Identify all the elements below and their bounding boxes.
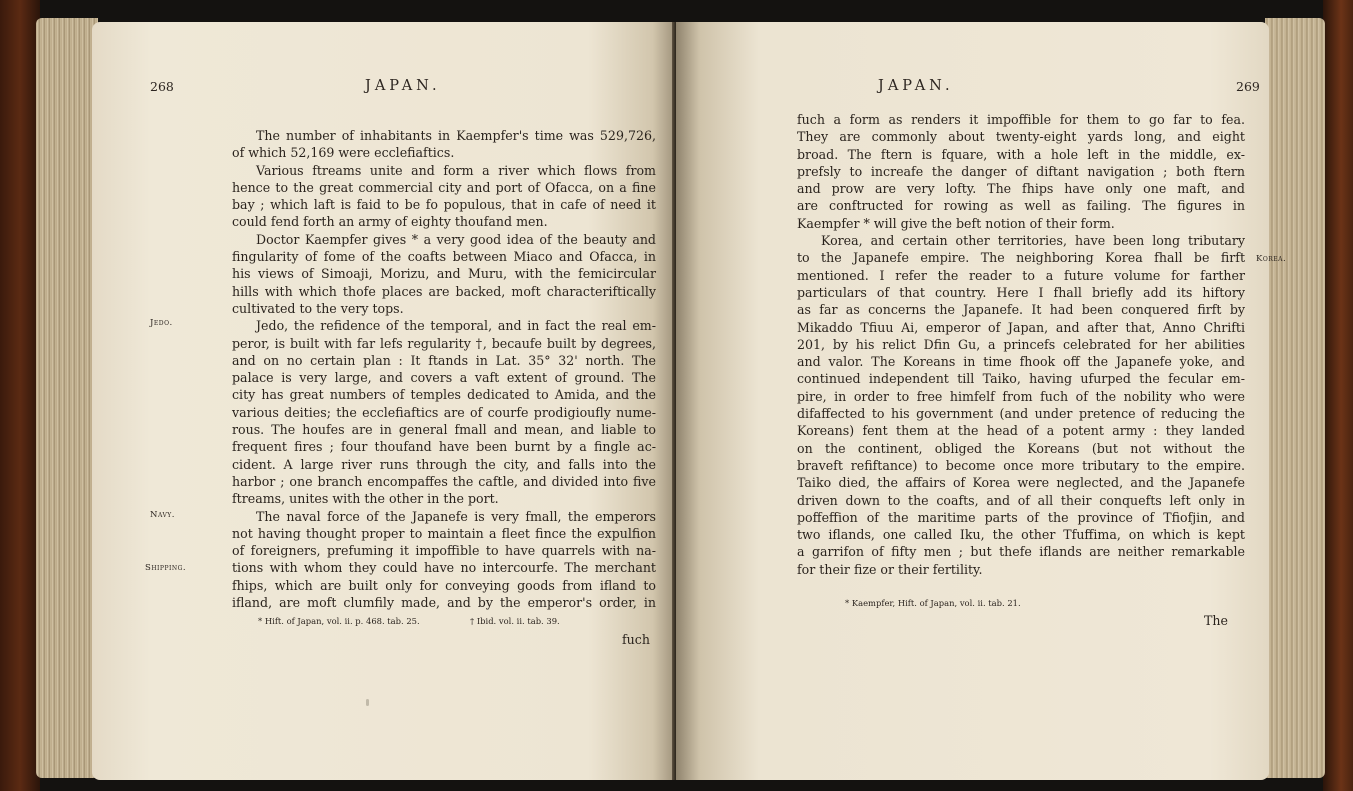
text-line: Jedo, the refidence of the temporal, and in fact the real em-: [256, 318, 656, 334]
text-line: of which 52,169 were ecclefiaftics.: [232, 145, 455, 161]
paragraph-streams: [232, 162, 656, 231]
text-line: prefsly to increafe the danger of diftant navigation ; both ftern: [797, 163, 1245, 179]
text-line: fuch a form as renders it impoffible for them to go far to fea.: [797, 112, 1245, 127]
text-line: Various ftreams unite and form a river which flows from: [256, 162, 656, 178]
left-running-head: JAPAN.: [365, 78, 441, 94]
text-line: The naval force of the Japanefe is very fmall, the emperors: [256, 508, 656, 524]
text-line: palace is very large, and covers a vaft extent of ground. The: [232, 370, 656, 386]
paragraph-jedo: [232, 317, 656, 507]
right-page-number: 269: [1236, 79, 1260, 94]
page-edges-right: [1265, 18, 1325, 778]
text-line: hence to the great commercial city and port of Ofacca, on a fine: [232, 179, 656, 195]
text-line: They are commonly about twenty-eight yards long, and eight: [797, 129, 1245, 145]
text-line: to the Japanefe empire. The neighboring Korea fhall be firft: [797, 250, 1245, 266]
right-catchword: The: [1204, 613, 1228, 628]
text-line: fingularity of fome of the coafts between Miaco and Ofacca, in: [232, 249, 656, 265]
text-line: as far as concerns the Japanefe. It had been conquered firft by: [797, 302, 1245, 318]
text-line: pire, in order to free himfelf from fuch of the nobility who were: [797, 388, 1245, 404]
margin-note-navy: Navy.: [150, 510, 175, 520]
text-line: two iflands, one called Iku, the other Tfuffima, on which is kept: [797, 527, 1245, 543]
paragraph-navy: [232, 508, 656, 612]
left-catchword: fuch: [622, 632, 650, 647]
page-edges-left: [36, 18, 98, 778]
text-line: fhips, which are built only for conveying goods from ifland to: [232, 577, 656, 593]
text-line: his views of Simoaji, Morizu, and Muru, with the femicircular: [232, 266, 656, 282]
text-line: of foreigners, prefuming it impoffible to have quarrels with na-: [232, 543, 656, 559]
left-footnote-a: * Hift. of Japan, vol. ii. p. 468. tab. 25.: [258, 616, 420, 626]
text-line: on the continent, obliged the Koreans (but not without the: [797, 440, 1245, 456]
text-line: The number of inhabitants in Kaempfer's time was 529,726,: [256, 128, 656, 143]
text-line: harbor ; one branch encompaffes the caftle, and divided into five: [232, 473, 656, 489]
text-line: are conftructed for rowing as well as failing. The figures in: [797, 198, 1245, 214]
text-line: not having thought proper to maintain a fleet fince the expulfion: [232, 525, 656, 541]
text-line: poffeffion of the maritime parts of the province of Tfiofjin, and: [797, 509, 1245, 525]
text-line: particulars of that country. Here I fhall briefly add its hiftory: [797, 284, 1245, 300]
text-line: continued independent till Taiko, having ufurped the fecular em-: [797, 371, 1245, 387]
text-line: ifland, are moft clumfily made, and by the emperor's order, in: [232, 595, 656, 611]
text-line: rous. The houfes are in general fmall and mean, and liable to: [232, 422, 656, 438]
margin-note-jedo: Jedo.: [150, 318, 173, 328]
text-line: Taiko died, the affairs of Korea were neglected, and the Japanefe: [797, 475, 1245, 491]
text-line: and on no certain plan : It ftands in Lat. 35° 32' north. The: [232, 352, 656, 368]
text-line: for their fize or their fertility.: [797, 561, 983, 577]
text-line: Kaempfer * will give the beft notion of their form.: [797, 215, 1115, 231]
text-line: frequent fires ; four thoufand have been burnt by a fingle ac-: [232, 439, 656, 455]
text-line: bay ; which laft is faid to be fo populous, that in cafe of need it: [232, 197, 656, 213]
paragraph-kaempfer: [232, 231, 656, 317]
text-line: and prow are very lofty. The fhips have only one maft, and: [797, 181, 1245, 197]
text-line: could fend forth an army of eighty thoufand men.: [232, 214, 548, 230]
text-line: ftreams, unites with the other in the port.: [232, 491, 499, 507]
text-line: Doctor Kaempfer gives * a very good idea of the beauty and: [256, 231, 656, 247]
text-line: cident. A large river runs through the city, and falls into the: [232, 456, 656, 472]
text-line: mentioned. I refer the reader to a future volume for farther: [797, 267, 1245, 283]
paragraph-ships: [797, 111, 1245, 232]
text-line: Koreans) fent them at the head of a potent army : they landed: [797, 423, 1245, 439]
text-line: various deities; the ecclefiaftics are of courfe prodigioufly nume-: [232, 404, 656, 420]
text-line: 201, by his relict Dfin Gu, a princefs celebrated for her abilities: [797, 336, 1245, 352]
left-body-text: [232, 127, 656, 611]
margin-note-shipping: Shipping.: [145, 563, 187, 573]
book-cover-right-edge: [1323, 0, 1353, 791]
right-footnote: * Kaempfer, Hift. of Japan, vol. ii. tab. 21.: [845, 598, 1021, 608]
text-line: city has great numbers of temples dedicated to Amida, and the: [232, 387, 656, 403]
margin-note-korea: Korea.: [1256, 254, 1287, 264]
paragraph-korea: [797, 232, 1245, 578]
text-line: a garrifon of fifty men ; but thefe iflands are neither remarkable: [797, 544, 1245, 560]
left-page-number: 268: [150, 79, 174, 94]
text-line: difaffected to his government (and under pretence of reducing the: [797, 406, 1245, 422]
text-line: and valor. The Koreans in time fhook off the Japanefe yoke, and: [797, 354, 1245, 370]
text-line: driven down to the coafts, and of all their conquefts left only in: [797, 492, 1245, 508]
text-line: broad. The ftern is fquare, with a hole left in the middle, ex-: [797, 146, 1245, 162]
text-line: Korea, and certain other territories, have been long tributary: [821, 233, 1245, 249]
page-blemish: [366, 699, 369, 706]
book-cover-left-edge: [0, 0, 40, 791]
paragraph-inhabitants: [232, 127, 656, 162]
right-body-text: [797, 111, 1245, 578]
right-running-head: JAPAN.: [878, 78, 954, 94]
text-line: braveft refiftance) to become once more tributary to the empire.: [797, 457, 1245, 473]
text-line: tions with whom they could have no intercourfe. The merchant: [232, 560, 656, 576]
text-line: peror, is built with far lefs regularity †, becaufe built by degrees,: [232, 335, 656, 351]
left-footnote-b: † Ibid. vol. ii. tab. 39.: [470, 616, 560, 626]
text-line: Mikaddo Tfiuu Ai, emperor of Japan, and after that, Anno Chrifti: [797, 319, 1245, 335]
text-line: cultivated to the very tops.: [232, 300, 404, 316]
text-line: hills with which thofe places are backed, moft characteriftically: [232, 283, 656, 299]
